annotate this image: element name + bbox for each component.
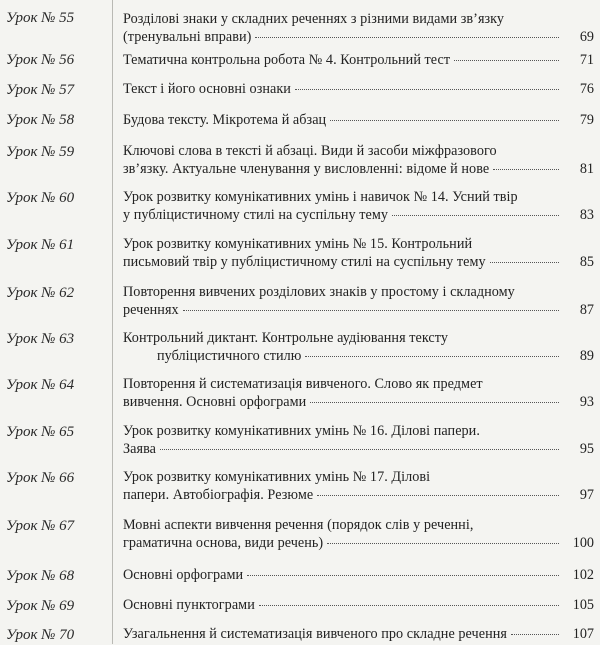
leader-dots xyxy=(305,356,559,357)
lesson-number: Урок № 61 xyxy=(6,237,75,253)
lesson-title xyxy=(123,10,563,46)
title-line: зв’язку. Актуальне членування у висловленні: відоме й нове xyxy=(123,161,490,177)
lesson-title xyxy=(123,283,563,319)
lesson-number: Урок № 64 xyxy=(6,377,75,393)
leader-dots xyxy=(160,449,559,450)
page-number: 69 xyxy=(579,29,594,45)
title-line: Узагальнення й систематизація вивченого про складне речення xyxy=(123,626,507,642)
title-line: Текст і його основні ознаки xyxy=(123,81,291,97)
page-number: 95 xyxy=(579,441,594,457)
lesson-title xyxy=(123,625,563,643)
lesson-number: Урок № 63 xyxy=(6,331,75,347)
leader-dots xyxy=(392,215,559,216)
lesson-title xyxy=(123,235,563,271)
title-line: Урок розвитку комунікативних умінь і навичок № 14. Усний твір xyxy=(123,189,518,205)
lesson-title xyxy=(123,51,563,69)
page-number: 85 xyxy=(579,254,594,270)
title-line: папери. Автобіографія. Резюме xyxy=(123,487,314,503)
column-divider xyxy=(112,0,113,644)
page-number: 76 xyxy=(579,81,594,97)
title-line: реченнях xyxy=(123,302,179,318)
leader-dots xyxy=(255,37,559,38)
title-line: Ключові слова в тексті й абзаці. Види й засоби міжфразового xyxy=(123,143,497,159)
leader-dots xyxy=(317,495,559,496)
lesson-number: Урок № 65 xyxy=(6,424,75,440)
leader-dots xyxy=(490,262,559,263)
lesson-title xyxy=(123,596,563,614)
title-line: Урок розвитку комунікативних умінь № 17. Ділові xyxy=(123,469,431,485)
leader-dots xyxy=(310,402,559,403)
lesson-number: Урок № 60 xyxy=(6,190,75,206)
title-line: публіцистичного стилю xyxy=(157,348,302,364)
page-number: 81 xyxy=(579,161,594,177)
page-number: 107 xyxy=(572,626,594,642)
lesson-title xyxy=(123,80,563,98)
title-line: Урок розвитку комунікативних умінь № 16. Ділові папери. xyxy=(123,423,480,439)
leader-dots xyxy=(454,60,559,61)
lesson-number: Урок № 55 xyxy=(6,10,75,26)
page-number: 83 xyxy=(579,207,594,223)
leader-dots xyxy=(247,575,559,576)
lesson-number: Урок № 62 xyxy=(6,285,75,301)
lesson-title xyxy=(123,566,563,584)
title-line: Мовні аспекти вивчення речення (порядок слів у реченні, xyxy=(123,517,474,533)
lesson-number: Урок № 56 xyxy=(6,52,75,68)
page-number: 102 xyxy=(572,567,594,583)
lesson-number: Урок № 57 xyxy=(6,82,75,98)
title-line: Основні пунктограми xyxy=(123,597,255,613)
lesson-title xyxy=(123,468,563,504)
title-line: Тематична контрольна робота № 4. Контрольний тест xyxy=(123,52,451,68)
title-line: вивчення. Основні орфограми xyxy=(123,394,307,410)
leader-dots xyxy=(327,543,559,544)
page-number: 105 xyxy=(572,597,594,613)
title-line: граматична основа, види речень) xyxy=(123,535,324,551)
lesson-number: Урок № 69 xyxy=(6,598,75,614)
title-line: Повторення й систематизація вивченого. Слово як предмет xyxy=(123,376,483,392)
title-line: Урок розвитку комунікативних умінь № 15. Контрольний xyxy=(123,236,473,252)
title-line: письмовий твір у публіцистичному стилі на суспільну тему xyxy=(123,254,486,270)
lesson-number: Урок № 66 xyxy=(6,470,75,486)
leader-dots xyxy=(183,310,559,311)
lesson-number: Урок № 70 xyxy=(6,627,75,643)
title-line: Повторення вивчених розділових знаків у простому і складному xyxy=(123,284,515,300)
leader-dots xyxy=(295,89,559,90)
lesson-number: Урок № 67 xyxy=(6,518,75,534)
lesson-title xyxy=(123,111,563,129)
lesson-number: Урок № 68 xyxy=(6,568,75,584)
page-number: 97 xyxy=(579,487,594,503)
page-number: 93 xyxy=(579,394,594,410)
page-number: 89 xyxy=(579,348,594,364)
lesson-number: Урок № 58 xyxy=(6,112,75,128)
lesson-title xyxy=(123,516,563,552)
title-line: (тренувальні вправи) xyxy=(123,29,252,45)
page-number: 71 xyxy=(579,52,594,68)
page-number: 79 xyxy=(579,112,594,128)
title-line: у публіцистичному стилі на суспільну тему xyxy=(123,207,389,223)
page-number: 87 xyxy=(579,302,594,318)
lesson-title xyxy=(123,422,563,458)
leader-dots xyxy=(493,169,559,170)
lesson-title xyxy=(123,375,563,411)
leader-dots xyxy=(511,634,559,635)
title-line: Основні орфограми xyxy=(123,567,244,583)
title-line: Будова тексту. Мікротема й абзац xyxy=(123,112,327,128)
leader-dots xyxy=(330,120,559,121)
title-line: Контрольний диктант. Контрольне аудіювання тексту xyxy=(123,330,448,346)
page-number: 100 xyxy=(572,535,594,551)
title-line: Розділові знаки у складних реченнях з різними видами зв’язку xyxy=(123,11,505,27)
title-line: Заява xyxy=(123,441,156,457)
lesson-title xyxy=(123,142,563,178)
lesson-number: Урок № 59 xyxy=(6,144,75,160)
lesson-title xyxy=(123,329,563,365)
lesson-title xyxy=(123,188,563,224)
leader-dots xyxy=(259,605,559,606)
